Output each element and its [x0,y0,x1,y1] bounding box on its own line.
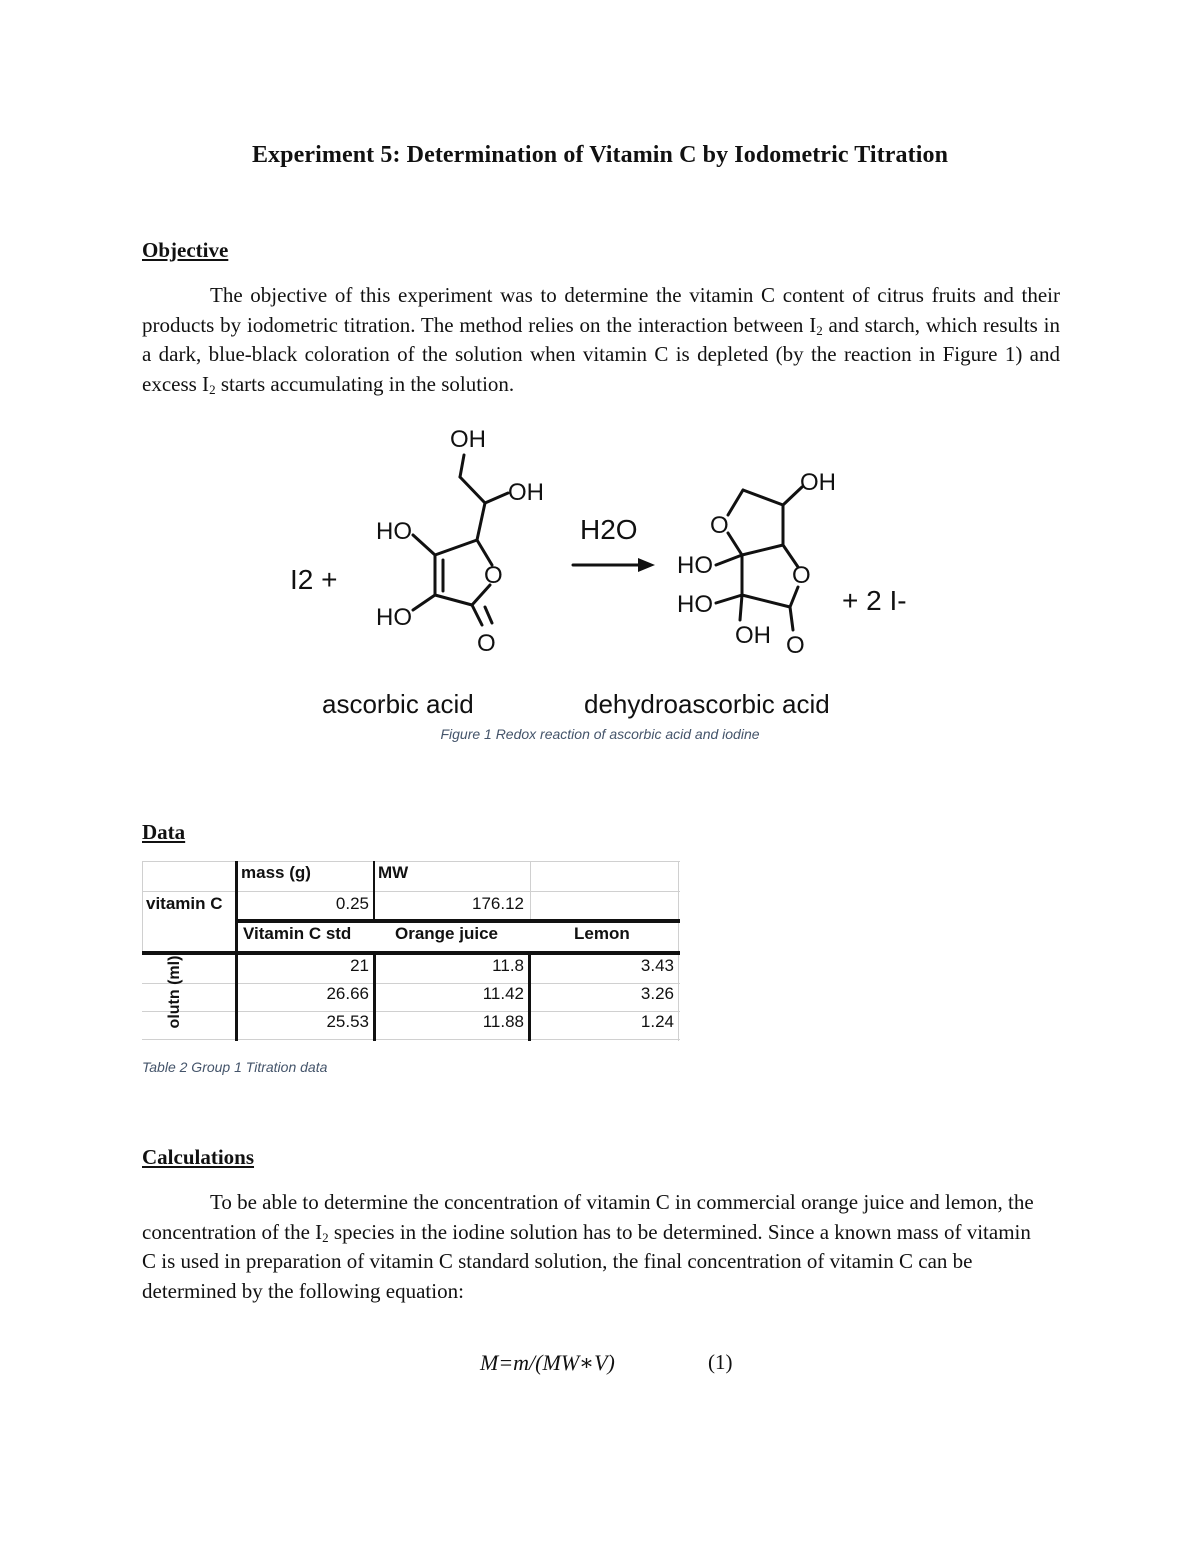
equation-number: (1) [708,1350,733,1374]
table-cell: 26.66 [326,984,369,1003]
label-dehydroascorbic-acid: dehydroascorbic acid [584,689,830,719]
header-lemon: Lemon [574,924,630,943]
table-cell: 11.42 [482,984,524,1003]
header-mw: MW [378,863,409,882]
label-ring-o: O [484,562,503,589]
label-iodide: + 2 I- [842,585,907,616]
label-ascorbic-acid: ascorbic acid [322,689,474,719]
table-cell: 21 [350,956,369,975]
row-label-vitamin-c: vitamin C [146,894,223,913]
label-o-right-lactone: O [792,562,811,589]
label-oh-chain: OH [508,479,544,506]
row-label-volume: olutn (ml) [166,955,183,1029]
label-carbonyl-o: O [477,630,496,657]
objective-heading: Objective [142,238,229,262]
reaction-figure [270,415,910,725]
label-iodine: I2 + [290,564,338,595]
table-cell: 3.26 [640,984,674,1003]
label-ho-right-upper: HO [677,552,713,579]
figure-caption: Figure 1 Redox reaction of ascorbic acid and iodine [440,726,760,742]
calculations-text-2: species in the iodine solution has to be determined. Since a known mass of vitamin C is used in preparation of vitamin C standard solution, the final concentration of vitamin C can be determined by the following equation: [142,1219,1031,1303]
table-caption: Table 2 Group 1 Titration data [142,1059,328,1075]
label-ho-upper: HO [376,518,412,545]
table-cell: 1.24 [640,1012,674,1031]
objective-text-1: The objective of this experiment was to determine the vitamin C content of citrus fruits and their products by iodometric titration. The method relies on the interaction between I [142,283,1060,337]
header-vitamin-c-std: Vitamin C std [243,924,352,943]
table-cell: 11.88 [482,1012,524,1031]
subscript: 2 [322,1229,329,1245]
label-o-right-ring: O [710,512,729,539]
equation-1: M=m/(MW∗V) [480,1350,615,1375]
objective-paragraph [142,281,1060,399]
titration-data-table [142,861,680,1041]
table-cell: 3.43 [640,956,674,975]
subscript: 2 [816,322,823,338]
objective-text-3: starts accumulating in the solution. [215,371,515,396]
page-title: Experiment 5: Determination of Vitamin C by Iodometric Titration [251,142,949,168]
header-mass: mass (g) [241,863,311,882]
table-cell: 25.53 [326,1012,369,1031]
cell-mass: 0.25 [335,894,369,913]
label-o-right-carbonyl: O [786,632,805,659]
data-heading: Data [142,820,186,844]
label-oh-top: OH [450,426,486,453]
header-orange-juice: Orange juice [395,924,498,943]
label-ho-lower: HO [376,604,412,631]
label-oh-bottom: OH [735,622,771,649]
subscript: 2 [209,381,216,397]
calculations-text-1: To be able to determine the concentration of vitamin C in commercial orange juice and lemon, the concentration of the I [142,1190,1034,1244]
cell-mw: 176.12 [472,894,524,913]
calculations-paragraph [142,1188,1042,1306]
table-cell: 11.8 [492,956,524,975]
label-oh-right: OH [800,469,836,496]
objective-text-2: and starch, which results in a dark, blue-black coloration of the solution when vitamin C is depleted (by the reaction in Figure 1) and excess I [142,312,1060,396]
calculations-heading: Calculations [142,1145,255,1169]
label-water: H2O [580,514,638,545]
label-ho-right-lower: HO [677,591,713,618]
